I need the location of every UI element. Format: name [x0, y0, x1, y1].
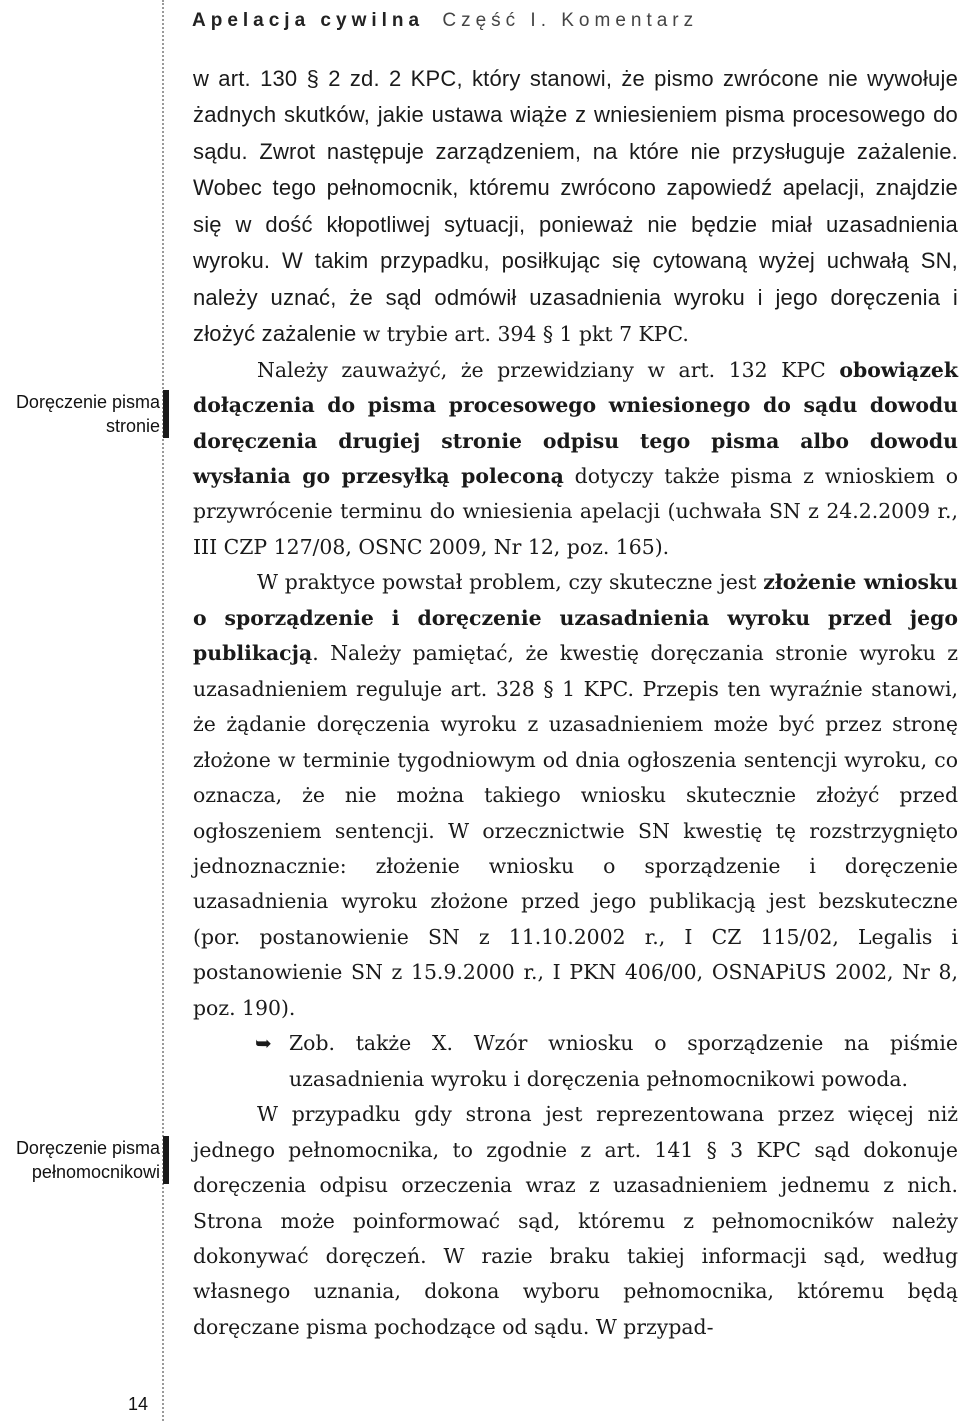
margin-note-doreczenie-pelnomocnikowi [0, 1136, 160, 1184]
paragraph-2-start: Należy zauważyć, że przewidziany w art. 132 KPC [257, 357, 840, 382]
paragraph-3-bold: złożenie wniosku o sporządzenie i doręczenie uzasadnienia wyroku przed jego publikacją [193, 570, 958, 666]
margin-note-line: pełnomocnikowi [31, 1162, 160, 1182]
paragraph-3-start: W praktyce powstał problem, czy skuteczne jest [257, 570, 764, 595]
paragraph-1-end: w trybie art. 394 § 1 pkt 7 KPC. [356, 322, 689, 347]
running-header [192, 6, 952, 36]
margin-note-doreczenie-stronie [0, 390, 160, 438]
page-number: 14 [127, 1394, 148, 1414]
margin-note-bar [163, 390, 169, 438]
paragraph-3 [193, 565, 958, 1026]
margin-note-line: Doręczenie pisma [15, 1138, 160, 1158]
see-also-note [193, 1026, 958, 1097]
paragraph-2-bold: obowiązek dołączenia do pisma procesowego wniesionego do sądu dowodu doręczenia drugiej stronie odpisu tego pisma albo dowodu wysłania go przesyłką poleconą [193, 357, 958, 488]
margin-note-bar [163, 1136, 169, 1184]
paragraph-1-sans: w art. 130 § 2 zd. 2 KPC, który stanowi, że pismo zwrócone nie wywołuje żadnych skutków, jakie ustawa wiąże z wniesieniem pisma procesowego do sądu. Zwrot następuje zarządzeniem, na które nie przysługuje zażalenie. Wobec tego pełnomocnik, któremu zwrócono zapowiedź apelacji, znajdzie się w dość kłopotliwej sytuacji, ponieważ nie będzie miał uzasadnienia wyroku. W takim przypadku, posiłkując się cytowaną wyżej uchwałą SN, należy uznać, że sąd odmówił uzasadnienia wyroku i jego doręczenia i złożyć zażalenie [193, 66, 958, 347]
section-title: Część I. Komentarz [442, 10, 699, 31]
paragraph-1 [193, 61, 958, 353]
book-title: Apelacja cywilna [192, 10, 425, 31]
body-text [193, 61, 958, 1345]
paragraph-2-end: dotyczy także pisma z wnioskiem o przywrócenie terminu do wniesienia apelacji (uchwała SN z 24.2.2009 r., III CZP 127/08, OSNC 2009, Nr 12, poz. 165). [193, 463, 958, 559]
margin-dotted-rule [162, 0, 164, 1421]
paragraph-4 [193, 1097, 958, 1345]
margin-note-line: Doręczenie pisma [15, 392, 160, 412]
paragraph-3-end: . Należy pamiętać, że kwestię doręczania stronie wyroku z uzasadnieniem reguluje art. 328 § 1 KPC. Przepis ten wyraźnie stanowi, że żądanie doręczenia wyroku z uzasadnieniem może być przez stronę złożone w terminie tygodniowym od dnia ogłoszenia sentencji wyroku, co oznacza, że nie można takiego wniosku skutecznie złożyć przed ogłoszeniem sentencji. W orzecznictwie SN kwestię tę rozstrzygnięto jednoznacznie: złożenie wniosku o sporządzenie i doręczenie uzasadnienia wyroku złożone przed jego publikacją jest bezskuteczne (por. postanowienie SN z 11.10.2002 r., I CZ 115/02, Legalis i postanowienie SN z 15.9.2000 r., I PKN 406/00, OSNAPiUS 2002, Nr 8, poz. 190). [193, 641, 958, 1020]
paragraph-4-text: W przypadku gdy strona jest reprezentowana przez więcej niż jednego pełnomocnika, to zgodnie z art. 141 § 3 KPC sąd dokonuje doręczenia odpisu orzeczenia wraz z uzasadnieniem jednemu z nich. Strona może poinformować sąd, któremu z pełnomocników należy dokonywać doręczeń. W razie braku takiej informacji sąd, według własnego uznania, dokona wyboru pełnomocnika, któremu będą doręczane pisma pochodzące od sądu. W przypad- [193, 1102, 958, 1339]
paragraph-2 [193, 353, 958, 566]
see-also-text: Zob. także X. Wzór wniosku o sporządzenie na piśmie uzasadnienia wyroku i doręczenia pełnomocnikowi powoda. [289, 1031, 958, 1091]
margin-note-line: stronie [105, 416, 160, 436]
arrow-icon: ➥ [255, 1031, 272, 1056]
